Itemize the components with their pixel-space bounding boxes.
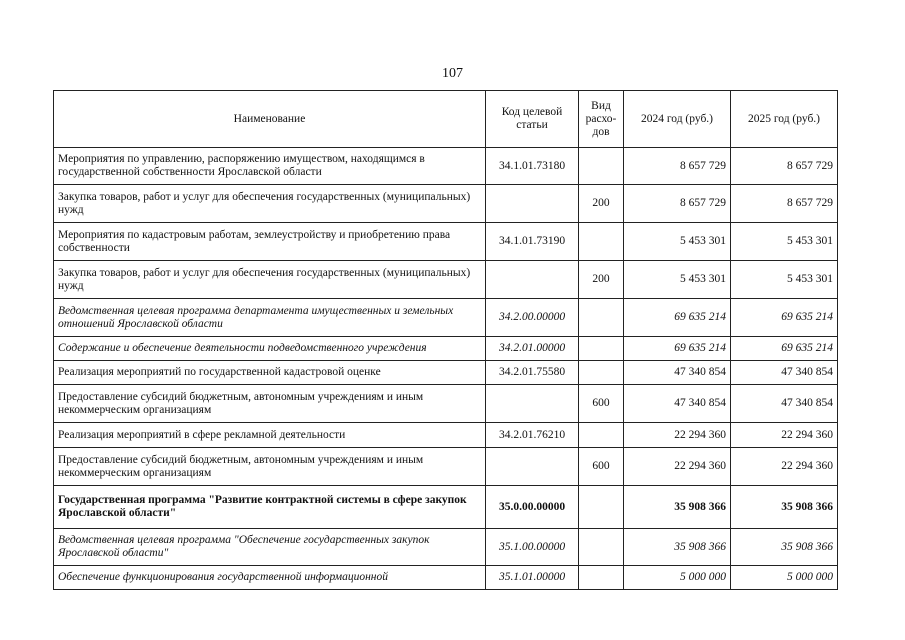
cell-2024: 5 000 000 <box>624 566 731 590</box>
cell-2025: 22 294 360 <box>731 423 838 448</box>
header-vid: Вид расхо-дов <box>579 91 624 148</box>
cell-code: 35.1.01.00000 <box>486 566 579 590</box>
cell-2025: 5 453 301 <box>731 261 838 299</box>
table-row <box>54 423 838 448</box>
table-row <box>54 566 838 590</box>
header-name: Наименование <box>54 91 486 148</box>
table-row <box>54 529 838 566</box>
cell-code <box>486 385 579 423</box>
cell-name: Содержание и обеспечение деятельности подведомственного учреждения <box>54 337 486 361</box>
cell-vid: 600 <box>579 385 624 423</box>
cell-2024: 5 453 301 <box>624 223 731 261</box>
cell-vid <box>579 423 624 448</box>
cell-2025: 35 908 366 <box>731 529 838 566</box>
cell-vid <box>579 566 624 590</box>
table-row <box>54 486 838 529</box>
header-2024: 2024 год (руб.) <box>624 91 731 148</box>
cell-2025: 8 657 729 <box>731 148 838 185</box>
cell-2024: 69 635 214 <box>624 337 731 361</box>
table-row <box>54 223 838 261</box>
table-row <box>54 148 838 185</box>
cell-name: Реализация мероприятий по государственной кадастровой оценке <box>54 361 486 385</box>
cell-name: Реализация мероприятий в сфере рекламной деятельности <box>54 423 486 448</box>
cell-2024: 35 908 366 <box>624 529 731 566</box>
cell-vid <box>579 223 624 261</box>
cell-code: 35.0.00.00000 <box>486 486 579 529</box>
cell-vid <box>579 486 624 529</box>
cell-name: Ведомственная целевая программа "Обеспечение государственных закупок Ярославской области" <box>54 529 486 566</box>
cell-2024: 47 340 854 <box>624 361 731 385</box>
header-2025: 2025 год (руб.) <box>731 91 838 148</box>
table-row <box>54 448 838 486</box>
cell-2025: 5 453 301 <box>731 223 838 261</box>
cell-code: 35.1.00.00000 <box>486 529 579 566</box>
cell-2025: 22 294 360 <box>731 448 838 486</box>
cell-2024: 22 294 360 <box>624 423 731 448</box>
cell-code: 34.1.01.73180 <box>486 148 579 185</box>
cell-vid <box>579 337 624 361</box>
cell-2024: 8 657 729 <box>624 148 731 185</box>
header-row <box>54 91 838 148</box>
cell-2025: 5 000 000 <box>731 566 838 590</box>
cell-2025: 47 340 854 <box>731 385 838 423</box>
cell-2024: 69 635 214 <box>624 299 731 337</box>
cell-vid <box>579 361 624 385</box>
cell-2025: 47 340 854 <box>731 361 838 385</box>
table-row <box>54 385 838 423</box>
cell-vid: 200 <box>579 261 624 299</box>
cell-2025: 69 635 214 <box>731 337 838 361</box>
cell-vid <box>579 148 624 185</box>
cell-code: 34.2.01.76210 <box>486 423 579 448</box>
cell-2024: 5 453 301 <box>624 261 731 299</box>
cell-2025: 8 657 729 <box>731 185 838 223</box>
cell-vid: 600 <box>579 448 624 486</box>
header-code: Код целевой статьи <box>486 91 579 148</box>
cell-name: Государственная программа "Развитие контрактной системы в сфере закупок Ярославской области" <box>54 486 486 529</box>
cell-2025: 69 635 214 <box>731 299 838 337</box>
cell-code <box>486 448 579 486</box>
cell-code <box>486 261 579 299</box>
cell-name: Ведомственная целевая программа департамента имущественных и земельных отношений Ярославской области <box>54 299 486 337</box>
cell-2024: 22 294 360 <box>624 448 731 486</box>
table-row <box>54 185 838 223</box>
table-row <box>54 337 838 361</box>
cell-name: Предоставление субсидий бюджетным, автономным учреждениям и иным некоммерческим организациям <box>54 385 486 423</box>
page-number: 107 <box>442 66 463 81</box>
budget-table <box>53 90 838 590</box>
cell-vid <box>579 529 624 566</box>
cell-vid: 200 <box>579 185 624 223</box>
cell-code <box>486 185 579 223</box>
cell-name: Закупка товаров, работ и услуг для обеспечения государственных (муниципальных) нужд <box>54 185 486 223</box>
cell-name: Обеспечение функционирования государственной информационной <box>54 566 486 590</box>
cell-name: Мероприятия по управлению, распоряжению имуществом, находящимся в государственной собственности Ярославской области <box>54 148 486 185</box>
cell-2025: 35 908 366 <box>731 486 838 529</box>
table-row <box>54 361 838 385</box>
cell-vid <box>579 299 624 337</box>
cell-name: Предоставление субсидий бюджетным, автономным учреждениям и иным некоммерческим организациям <box>54 448 486 486</box>
cell-code: 34.1.01.73190 <box>486 223 579 261</box>
cell-code: 34.2.01.00000 <box>486 337 579 361</box>
cell-name: Мероприятия по кадастровым работам, землеустройству и приобретению права собственности <box>54 223 486 261</box>
cell-2024: 35 908 366 <box>624 486 731 529</box>
cell-code: 34.2.00.00000 <box>486 299 579 337</box>
table-row <box>54 261 838 299</box>
table-row <box>54 299 838 337</box>
cell-2024: 8 657 729 <box>624 185 731 223</box>
cell-2024: 47 340 854 <box>624 385 731 423</box>
cell-code: 34.2.01.75580 <box>486 361 579 385</box>
cell-name: Закупка товаров, работ и услуг для обеспечения государственных (муниципальных) нужд <box>54 261 486 299</box>
